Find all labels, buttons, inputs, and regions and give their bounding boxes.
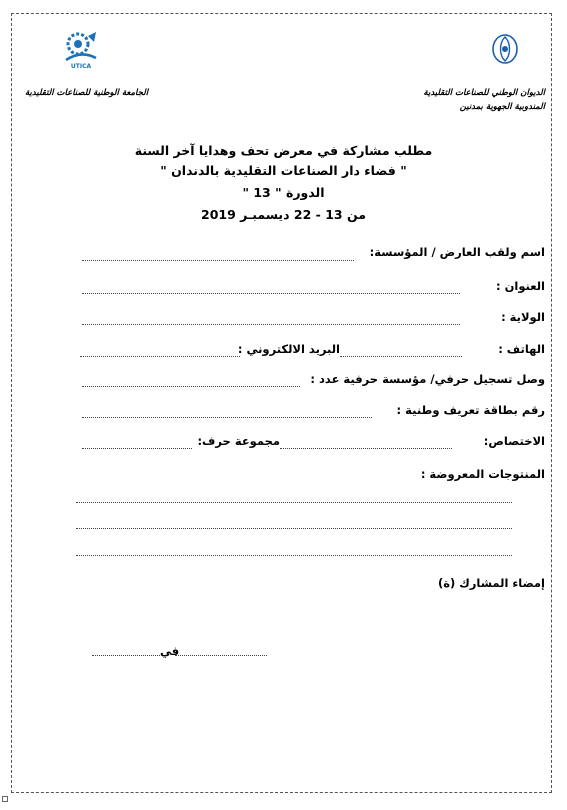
email-input-line[interactable] (80, 356, 240, 357)
name-label: اسم ولقب العارض / المؤسسة: (369, 245, 545, 259)
place-label: في (160, 644, 180, 658)
title-line-4: من 13 - 22 ديسمبـر 2019 (201, 207, 366, 222)
phone-label: الهاتف : (498, 342, 545, 356)
handicrafts-office-logo (490, 33, 520, 65)
address-input-line[interactable] (82, 293, 460, 294)
email-label: البريد الالكتروني : (237, 342, 340, 356)
header-right-org-line2: المندوبية الجهوية بمدنين (459, 102, 545, 112)
products-line-3[interactable] (76, 555, 512, 556)
products-line-2[interactable] (76, 528, 512, 529)
products-label: المنتوجات المعروضة : (420, 467, 545, 481)
id-label: رقم بطاقة تعريف وطنية : (396, 403, 545, 417)
title-line-2: " فضاء دار الصناعات التقليدية بالدندان " (160, 163, 407, 178)
resize-handle[interactable] (2, 796, 8, 802)
products-line-1[interactable] (76, 502, 512, 503)
receipt-input-line[interactable] (82, 386, 300, 387)
signature-label: إمضاء المشارك (ة) (437, 576, 545, 590)
id-input-line[interactable] (82, 417, 372, 418)
title-line-3: الدورة " 13 " (242, 185, 325, 200)
date-input-line[interactable] (175, 655, 267, 656)
state-label: الولاية : (501, 310, 545, 324)
header-left-org: الجامعة الوطنية للصناعات التقليدية (25, 88, 149, 98)
name-input-line[interactable] (82, 260, 354, 261)
phone-input-line[interactable] (340, 356, 462, 357)
specialty-label: الاختصاص: (483, 434, 545, 448)
craft-group-input-line[interactable] (82, 448, 192, 449)
place-input-line[interactable] (92, 655, 160, 656)
header-right-org-line1: الديوان الوطني للصناعات التقليدية (423, 88, 545, 98)
state-input-line[interactable] (82, 324, 460, 325)
address-label: العنوان : (495, 279, 545, 293)
title-line-1: مطلب مشاركة في معرض تحف وهدايا آخر السنة (134, 143, 433, 158)
specialty-input-line[interactable] (280, 448, 452, 449)
craft-group-label: مجموعة حرف: (197, 434, 280, 448)
utica-logo-text: UTICA (70, 63, 92, 70)
receipt-label: وصل تسجيل حرفي/ مؤسسة حرفية عدد : (310, 372, 545, 386)
